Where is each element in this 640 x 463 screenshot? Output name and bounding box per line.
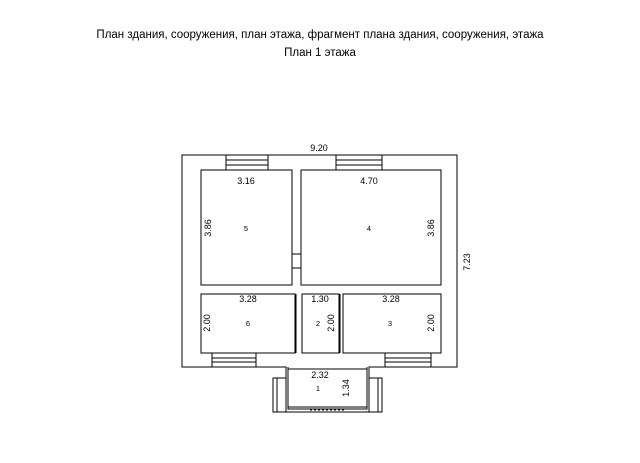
room-4-width-label: 4.70 (360, 176, 378, 186)
document-title: План здания, сооружения, план этажа, фрагмент плана здания, сооружения, этажа (96, 29, 544, 41)
room-2-number: 2 (315, 319, 321, 328)
room-3-number: 3 (387, 319, 393, 328)
window (385, 353, 431, 367)
plan-title: План 1 этажа (284, 47, 356, 59)
porch-step-left (273, 378, 286, 412)
window (226, 155, 268, 170)
room-5-number: 5 (243, 224, 249, 233)
room-4-depth-label: 3.86 (426, 219, 436, 237)
room-1-depth-label: 1.34 (341, 379, 351, 397)
overall-depth-label: 7.23 (462, 253, 472, 271)
window (212, 353, 256, 367)
room-1-width-label: 2.32 (311, 370, 329, 380)
room-4-number: 4 (366, 224, 372, 233)
room-3-depth-label: 2.00 (426, 314, 436, 332)
room-1-number: 1 (315, 384, 321, 393)
room-2-width-label: 1.30 (311, 294, 329, 304)
room-3-width-label: 3.28 (382, 294, 400, 304)
room-2-depth-label: 2.00 (326, 314, 336, 332)
door-5-4 (292, 254, 301, 268)
porch-step-right (369, 378, 382, 412)
room-5-width-label: 3.16 (237, 176, 255, 186)
room-6-width-label: 3.28 (239, 294, 257, 304)
window (336, 155, 382, 170)
room-6-number: 6 (245, 319, 251, 328)
room-6-depth-label: 2.00 (202, 314, 212, 332)
room-5-depth-label: 3.86 (203, 219, 213, 237)
overall-width-label: 9.20 (310, 143, 328, 153)
